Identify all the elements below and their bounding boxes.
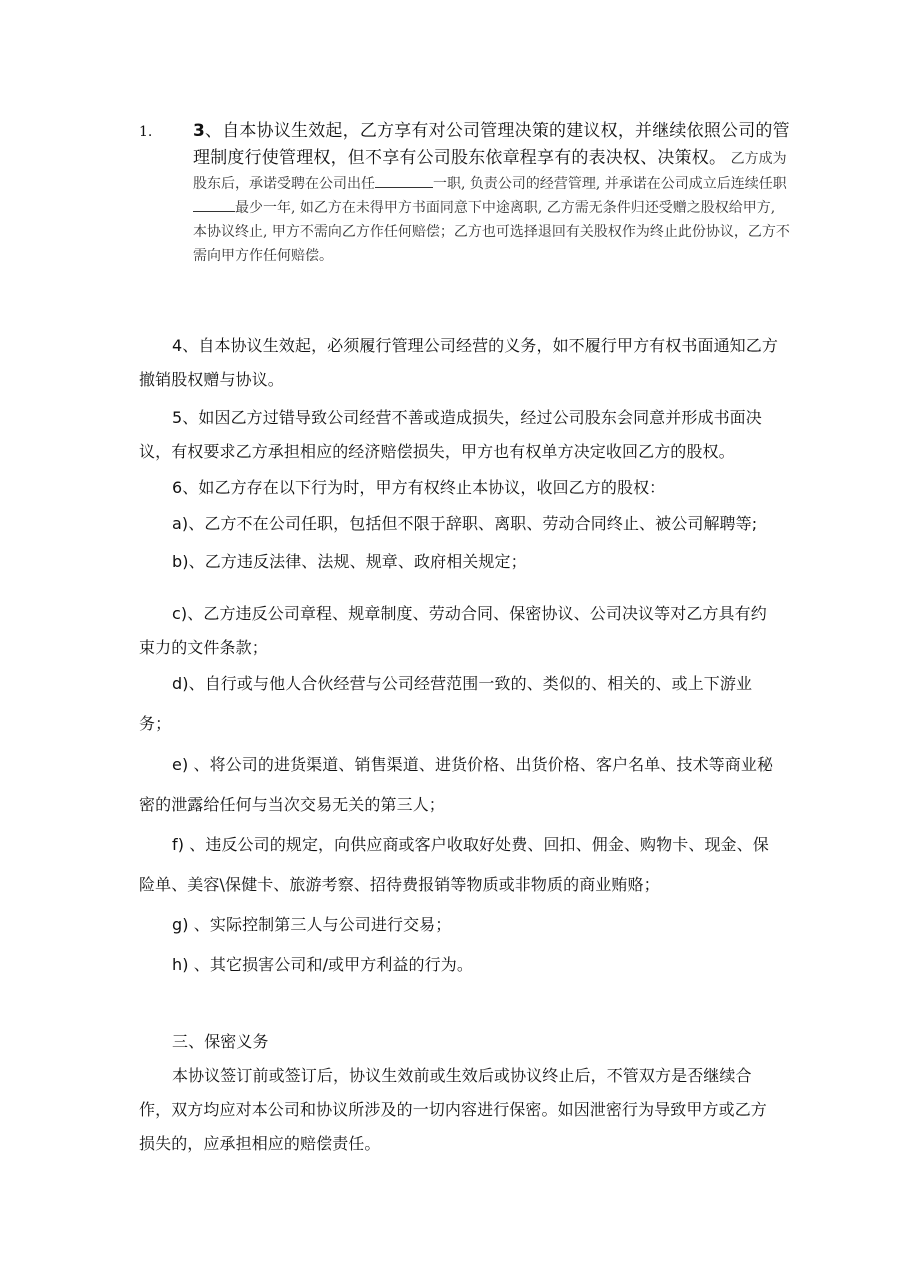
list-number: 1. — [139, 124, 153, 140]
body-paragraphs-lower — [139, 664, 779, 985]
paragraph-b: b)、乙方违反法律、法规、规章、政府相关规定； — [172, 552, 527, 571]
clause-3-serif-part3: 最少一年, 如乙方在未得甲方书面同意下中途离职, 乙方需无条件归还受赠之股权给甲方, 本协议终止, 甲方不需向乙方作任何赔偿；乙方也可选择退回有关股权作为终止此份协议，乙方不需向甲方作任何赔偿。 — [193, 200, 790, 264]
paragraph-d: d)、自行或与他人合伙经营与公司经营范围一致的、类似的、相关的、或上下游业务； — [139, 674, 753, 733]
paragraph-c: c)、乙方违反公司章程、规章制度、劳动合同、保密协议、公司决议等对乙方具有约束力的文件条款； — [139, 604, 767, 657]
body-paragraphs-middle — [139, 597, 779, 665]
clause-3-bold-text — [193, 121, 790, 168]
clause-3 — [193, 118, 793, 268]
paragraph-4: 4、自本协议生效起，必须履行管理公司经营的义务，如不履行甲方有权书面通知乙方撤销股权赠与协议。 — [139, 336, 778, 389]
paragraph-f: f) 、违反公司的规定，向供应商或客户收取好处费、回扣、佣金、购物卡、现金、保险单、美容\保健卡、旅游考察、招待费报销等物质或非物质的商业贿赂； — [139, 835, 769, 894]
confidentiality-paragraph: 本协议签订前或签订后，协议生效前或生效后或协议终止后，不管双方是否继续合作，双方均应对本公司和协议所涉及的一切内容进行保密。如因泄密行为导致甲方或乙方损失的，应承担相应的赔偿责任。 — [139, 1066, 767, 1153]
paragraph-a: a)、乙方不在公司任职，包括但不限于辞职、离职、劳动合同终止、被公司解聘等; — [172, 514, 758, 533]
paragraph-5: 5、如因乙方过错导致公司经营不善或造成损失，经过公司股东会同意并形成书面决议，有权要求乙方承担相应的经济赔偿损失，甲方也有权单方决定收回乙方的股权。 — [139, 408, 762, 461]
position-blank — [375, 173, 433, 188]
body-paragraphs-confidentiality — [139, 1025, 779, 1161]
clause-3-serif-part1: 乙方成为股东后，承诺受聘在公司出任 — [193, 151, 787, 192]
section-3-heading: 三、保密义务 — [172, 1032, 269, 1051]
body-paragraphs-upper — [139, 329, 779, 579]
clause-3-lead: 3 — [193, 121, 206, 141]
paragraph-6: 6、如乙方存在以下行为时，甲方有权终止本协议，收回乙方的股权： — [172, 478, 666, 497]
clause-3-serif-part2: 一职, 负责公司的经营管理, 并承诺在公司成立后连续任职 — [433, 176, 787, 192]
paragraph-h: h) 、其它损害公司和/或甲方利益的行为。 — [172, 955, 473, 974]
paragraph-e: e) 、将公司的进货渠道、销售渠道、进货价格、出货价格、客户名单、技术等商业秘密的泄露给任何与当次交易无关的第三人； — [139, 755, 774, 814]
tenure-blank — [193, 197, 235, 212]
clause-3-bold-rest: 、自本协议生效起，乙方享有对公司管理决策的建议权，并继续依照公司的管理制度行使管理权，但不享有公司股东依章程享有的表决权、决策权。 — [193, 121, 790, 168]
paragraph-g: g) 、实际控制第三人与公司进行交易； — [172, 915, 452, 934]
